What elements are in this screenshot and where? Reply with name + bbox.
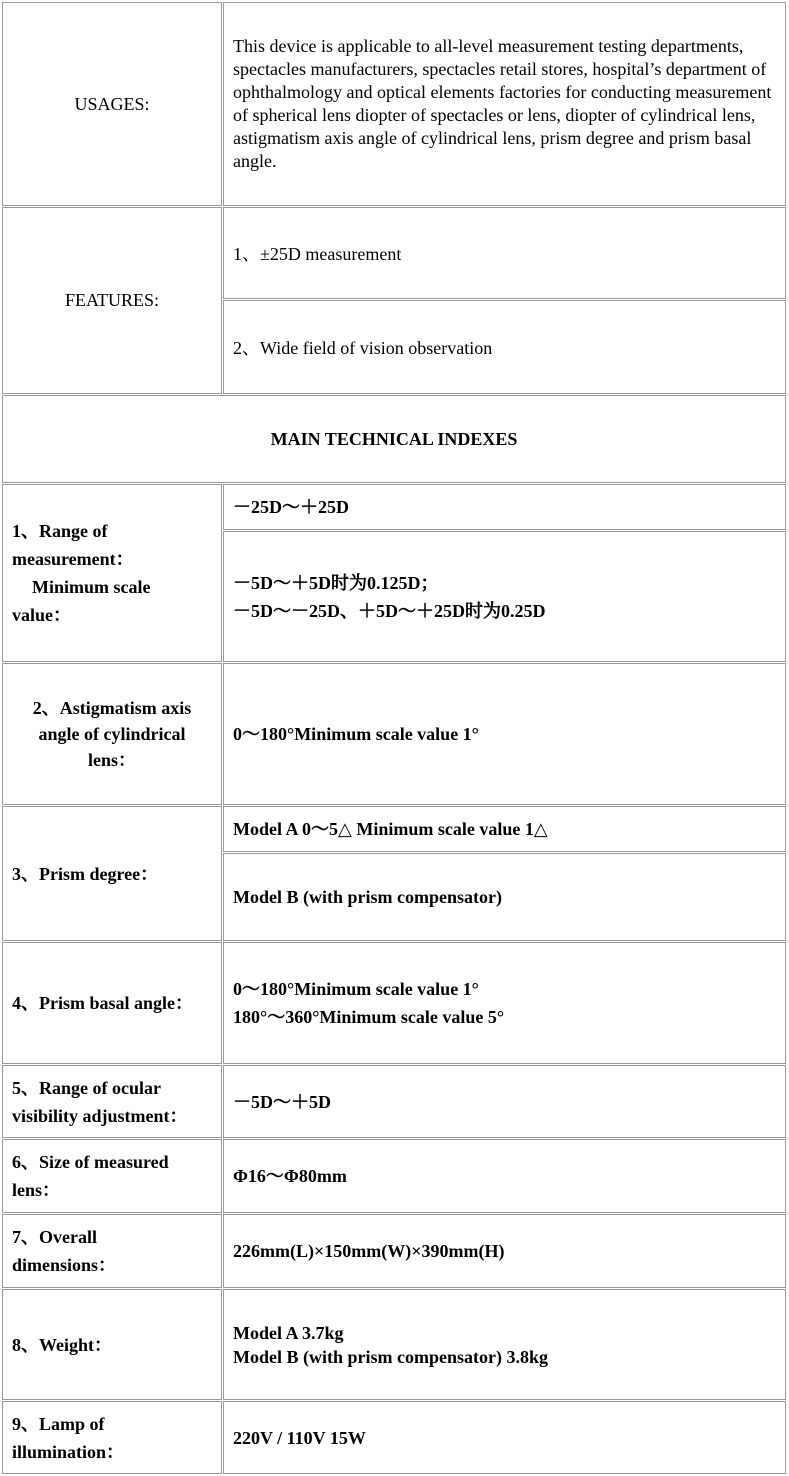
feature-item-2: 2、Wide field of vision observation xyxy=(233,338,493,358)
features-label-cell xyxy=(2,207,222,394)
main-heading-cell xyxy=(2,395,786,483)
feature-item-1-cell xyxy=(223,207,786,299)
astigmatism-value-cell xyxy=(223,663,786,805)
usages-label-cell xyxy=(2,2,222,206)
main-heading: MAIN TECHNICAL INDEXES xyxy=(270,429,518,449)
lens-size-label-cell xyxy=(2,1139,222,1213)
prism-degree-value-2-cell xyxy=(223,853,786,941)
astigmatism-label-cell xyxy=(2,663,222,805)
lens-size-value-cell xyxy=(223,1139,786,1213)
prism-degree-label: 3、Prism degree： xyxy=(12,863,159,884)
usages-text: This device is applicable to all-level measurement testing departments, spectacles manufacturers, spectacles retail stores, hospital’s department of ophthalmology and optical elements factories for conducting measurement of spherical lens diopter of spectacles or lens, diopter of cylindrical lens, astigmatism axis angle of cylindrical lens, prism degree and prism basal angle. xyxy=(233,36,772,171)
prism-degree-label-cell xyxy=(2,806,222,941)
weight-value: Model A 3.7kg Model B (with prism compensator) 3.8kg xyxy=(233,1322,548,1367)
range-value: －25D～＋25D xyxy=(233,497,349,517)
lamp-value: 220V / 110V 15W xyxy=(233,1427,366,1448)
range-label-cell xyxy=(2,484,222,662)
usages-text-cell xyxy=(223,2,786,206)
features-label: FEATURES: xyxy=(64,290,160,310)
prism-degree-value-2: Model B (with prism compensator) xyxy=(233,887,502,907)
prism-degree-value-1-cell xyxy=(223,806,786,852)
dimensions-value-cell xyxy=(223,1214,786,1288)
dimensions-value: 226mm(L)×150mm(W)×390mm(H) xyxy=(233,1241,505,1261)
dimensions-label-cell xyxy=(2,1214,222,1288)
feature-item-2-cell xyxy=(223,300,786,394)
prism-basal-label-cell xyxy=(2,942,222,1064)
lens-size-label: 6、Size of measured lens： xyxy=(12,1152,169,1200)
weight-label: 8、Weight： xyxy=(12,1334,113,1355)
usages-label: USAGES: xyxy=(74,93,150,114)
scale-value: －5D～＋5D时为0.125D； －5D～－25D、＋5D～＋25D时为0.25D xyxy=(233,572,546,621)
feature-item-1: 1、±25D measurement xyxy=(233,244,402,264)
range-value-cell xyxy=(223,484,786,530)
astigmatism-label: 2、Astigmatism axis angle of cylindrical lens： xyxy=(32,698,192,770)
lamp-label-cell xyxy=(2,1401,222,1474)
ocular-label-cell xyxy=(2,1065,222,1138)
weight-value-cell xyxy=(223,1289,786,1400)
prism-degree-value-1: Model A 0～5△ Minimum scale value 1△ xyxy=(233,819,548,839)
lens-size-value: Φ16～Φ80mm xyxy=(233,1166,347,1186)
dimensions-label: 7、Overall dimensions： xyxy=(12,1227,117,1275)
prism-basal-label: 4、Prism basal angle： xyxy=(12,993,194,1013)
scale-value-cell xyxy=(223,531,786,662)
ocular-value-cell xyxy=(223,1065,786,1138)
lamp-label: 9、Lamp of illumination： xyxy=(12,1413,125,1462)
astigmatism-value: 0～180°Minimum scale value 1° xyxy=(233,724,479,744)
prism-basal-value-cell xyxy=(223,942,786,1064)
prism-basal-value: 0～180°Minimum scale value 1° 180°～360°Minimum scale value 5° xyxy=(233,979,505,1027)
range-label: 1、Range of measurement： Minimum scale value： xyxy=(12,521,151,625)
ocular-label: 5、Range of ocular visibility adjustment： xyxy=(12,1077,188,1126)
weight-label-cell xyxy=(2,1289,222,1400)
ocular-value: －5D～＋5D xyxy=(233,1091,331,1112)
lamp-value-cell xyxy=(223,1401,786,1474)
